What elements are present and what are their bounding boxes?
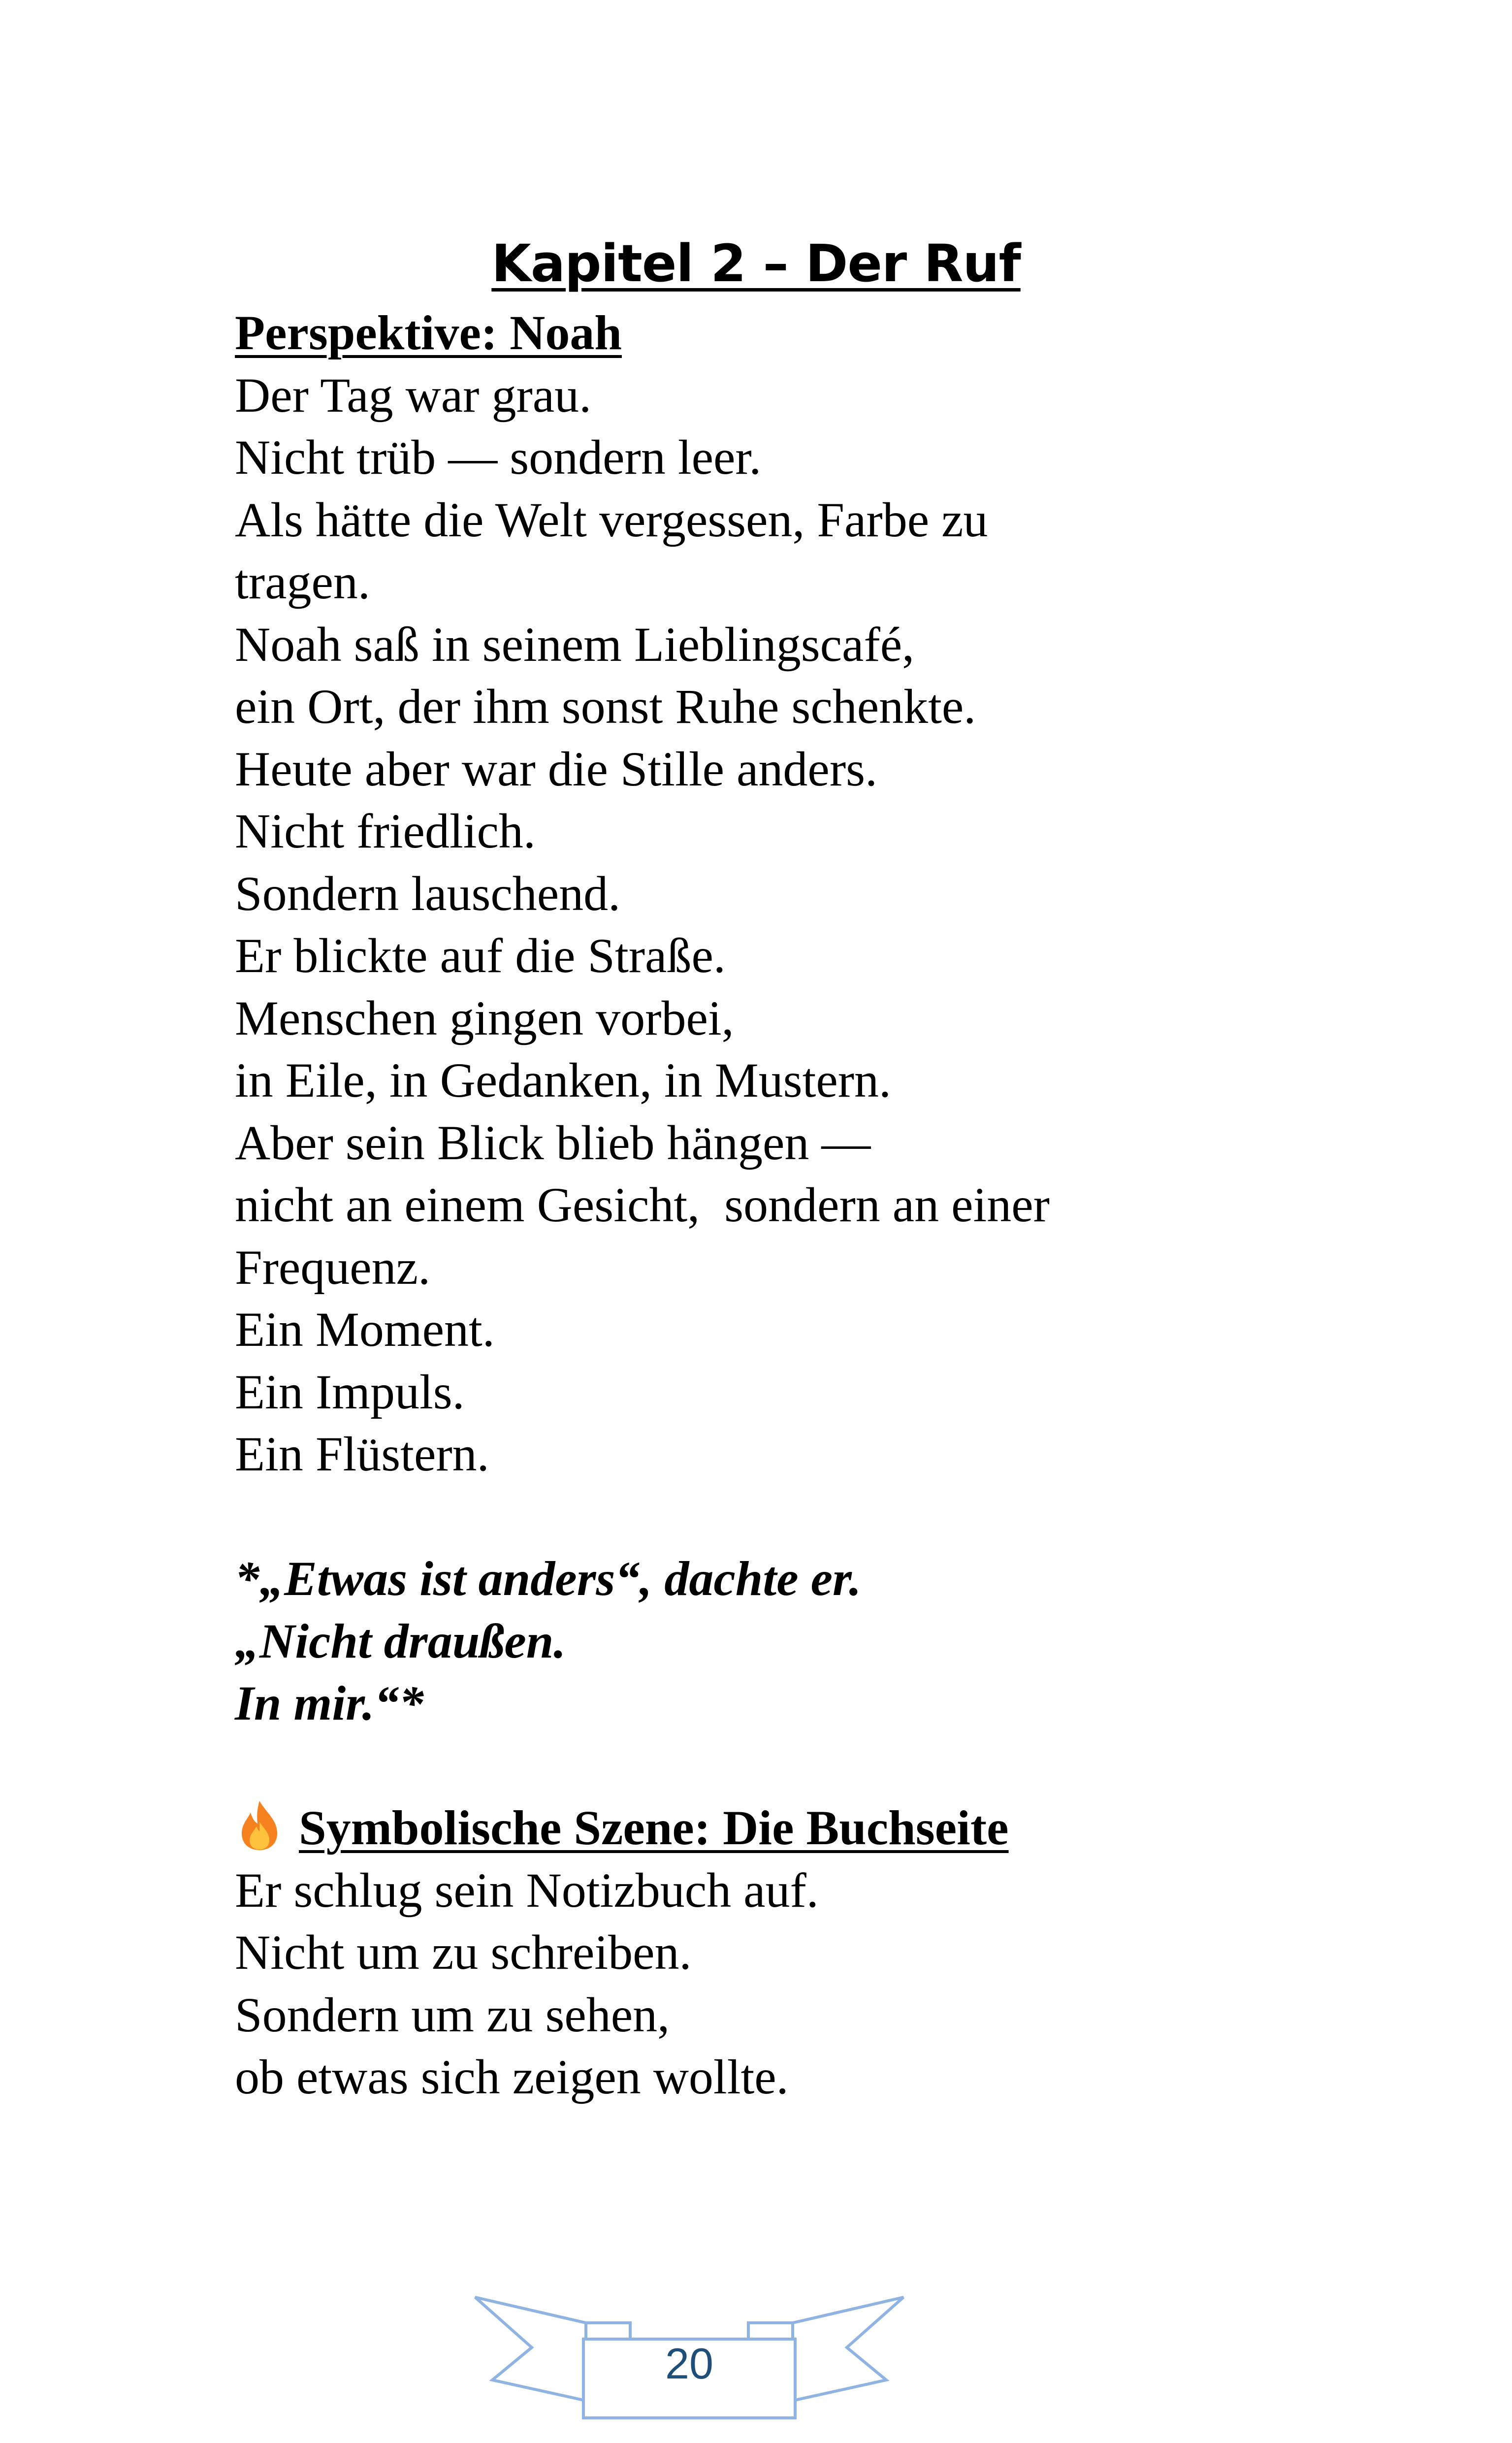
text-line: Ein Flüstern.	[235, 1427, 489, 1481]
text-line: Er blickte auf die Straße.	[235, 928, 726, 983]
chapter-title-text: Kapitel 2 – Der Ruf	[491, 233, 1021, 293]
text-line: Er schlug sein Notizbuch auf.	[235, 1862, 819, 1918]
thought-line: In mir.“*	[235, 1676, 424, 1730]
text-line: Noah saß in seinem Lieblingscafé,	[235, 617, 915, 672]
text-line: tragen.	[235, 554, 370, 609]
text-line: nicht an einem Gesicht, sondern an einer	[235, 1177, 1050, 1232]
flame-icon	[235, 1799, 284, 1851]
chapter-title	[0, 231, 1512, 295]
text-line: Der Tag war grau.	[235, 367, 592, 423]
thought-line: „Nicht draußen.	[235, 1613, 566, 1668]
text-line: Menschen gingen vorbei,	[235, 990, 734, 1045]
text-line: Aber sein Blick blieb hängen —	[235, 1115, 871, 1170]
thought-line: *„Etwas ist anders“, dachte er.	[235, 1551, 862, 1606]
blank-line	[235, 1486, 1367, 1548]
text-line: Heute aber war die Stille anders.	[235, 741, 878, 796]
blank-line	[235, 1735, 1367, 1797]
text-line: Nicht trüb — sondern leer.	[235, 430, 762, 485]
text-line: in Eile, in Gedanken, in Mustern.	[235, 1053, 892, 1107]
text-line: ein Ort, der ihm sonst Ruhe schenkte.	[235, 679, 976, 734]
scene-heading-label	[235, 1800, 1009, 1855]
text-line: Als hätte die Welt vergessen, Farbe zu	[235, 492, 988, 547]
scene-heading	[235, 1797, 1367, 1859]
text-line: ob etwas sich zeigen wollte.	[235, 2050, 789, 2104]
text-line: Sondern um zu sehen,	[235, 1987, 670, 2042]
text-line: Ein Moment.	[235, 1302, 495, 1357]
page-number: 20	[665, 2339, 713, 2388]
section-heading-text: Perspektive: Noah	[235, 305, 622, 360]
scene-heading-text: Symbolische Szene: Die Buchseite	[299, 1800, 1009, 1855]
text-line: Nicht um zu schreiben.	[235, 1925, 692, 1980]
text-line: Sondern lauschend.	[235, 866, 621, 921]
text-line: Ein Impuls.	[235, 1364, 465, 1419]
text-line: Nicht friedlich.	[235, 804, 536, 858]
chapter-body	[235, 302, 1367, 2109]
section-heading	[235, 302, 1367, 364]
text-line: Frequenz.	[235, 1239, 431, 1295]
